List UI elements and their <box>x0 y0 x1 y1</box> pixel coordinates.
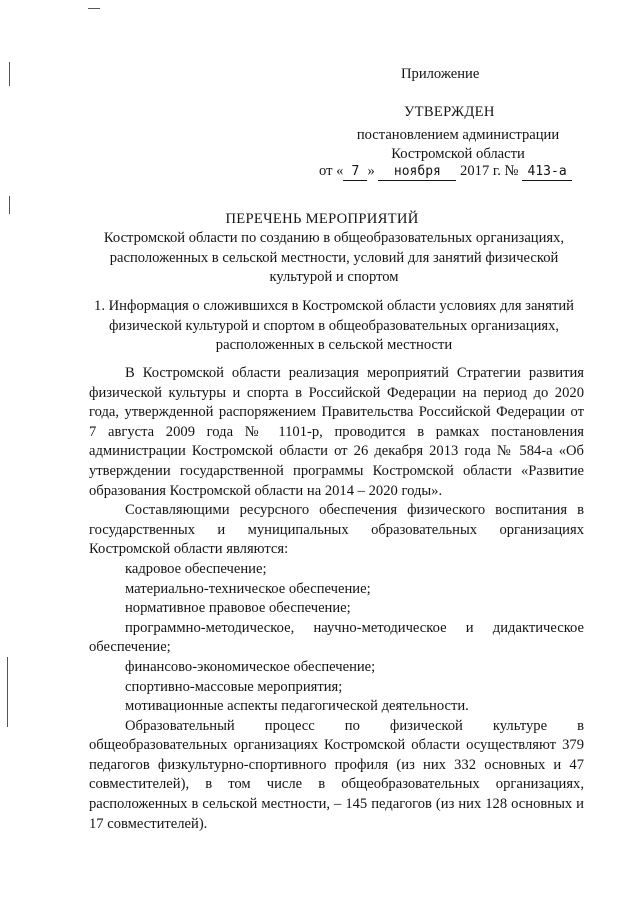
date-mid: » <box>367 163 375 179</box>
list-item: программно-методическое, научно-методическое и дидактическое обеспечение; <box>89 619 584 656</box>
date-prefix: от « <box>319 163 344 179</box>
scan-mark-left-3 <box>7 657 8 727</box>
approved-label: УТВЕРЖДЕН <box>404 104 495 120</box>
paragraph-strategy: В Костромской области реализация мероприятий Стратегии развития физической культуры и спорта в Российской Федерации на период до 2020 года, утвержденной распоряжением Правительства Российской Федерации от 7 августа 2009 года № 1101-р, проводится в рамках постановления администрации Костромской области от 26 декабря 2013 года № 584-а «Об утверждении государственной программы Костромской области «Развитие образования Костромской области на 2014 – 2020 годы». <box>89 365 584 499</box>
paragraph-resources: Составляющими ресурсного обеспечения физического воспитания в государственных и муниципальных образовательных организациях Костромской области являются: <box>89 502 584 558</box>
list-item: материально-техническое обеспечение; <box>125 580 371 597</box>
list-item: кадровое обеспечение; <box>125 560 267 577</box>
decree-number: 413-а <box>522 164 572 181</box>
document-subtitle: Костромской области по созданию в общеобразовательных организациях, расположенных в сельской местности, условий для занятий физической культурой и спортом <box>103 230 565 286</box>
scan-mark-top <box>88 8 100 9</box>
document-body <box>89 364 584 834</box>
date-year: 2017 г. № <box>460 163 519 179</box>
decree-date-line <box>319 163 572 181</box>
section-heading: 1. Информация о сложившихся в Костромской области условиях для занятий физической культурой и спортом в общеобразовательных организациях, расположенных в сельской местности <box>94 298 574 354</box>
paragraph-teachers: Образовательный процесс по физической культуре в общеобразовательных организациях Костромской области осуществляют 379 педагогов физкультурно-спортивного профиля (из них 332 основных и 47 совместителей), в том числе в общеобразовательных организациях, расположенных в сельской местности, – 145 педагогов (из них 128 основных и 17 совместителей). <box>89 717 584 832</box>
scan-mark-left-1 <box>9 62 10 86</box>
list-item: финансово-экономическое обеспечение; <box>125 658 376 675</box>
list-item: мотивационные аспекты педагогической деятельности. <box>125 698 469 715</box>
approved-by-line-2: Костромской области <box>391 146 525 162</box>
date-day: 7 <box>343 164 367 181</box>
approved-by-line-1: постановлением администрации <box>356 127 560 143</box>
list-item: спортивно-массовые мероприятия; <box>125 678 343 695</box>
date-month: ноября <box>378 164 456 181</box>
list-item: нормативное правовое обеспечение; <box>125 600 351 617</box>
approved-by <box>332 126 584 164</box>
scan-mark-left-2 <box>9 196 10 214</box>
document-title: ПЕРЕЧЕНЬ МЕРОПРИЯТИЙ <box>225 211 419 227</box>
appendix-label: Приложение <box>401 66 480 82</box>
